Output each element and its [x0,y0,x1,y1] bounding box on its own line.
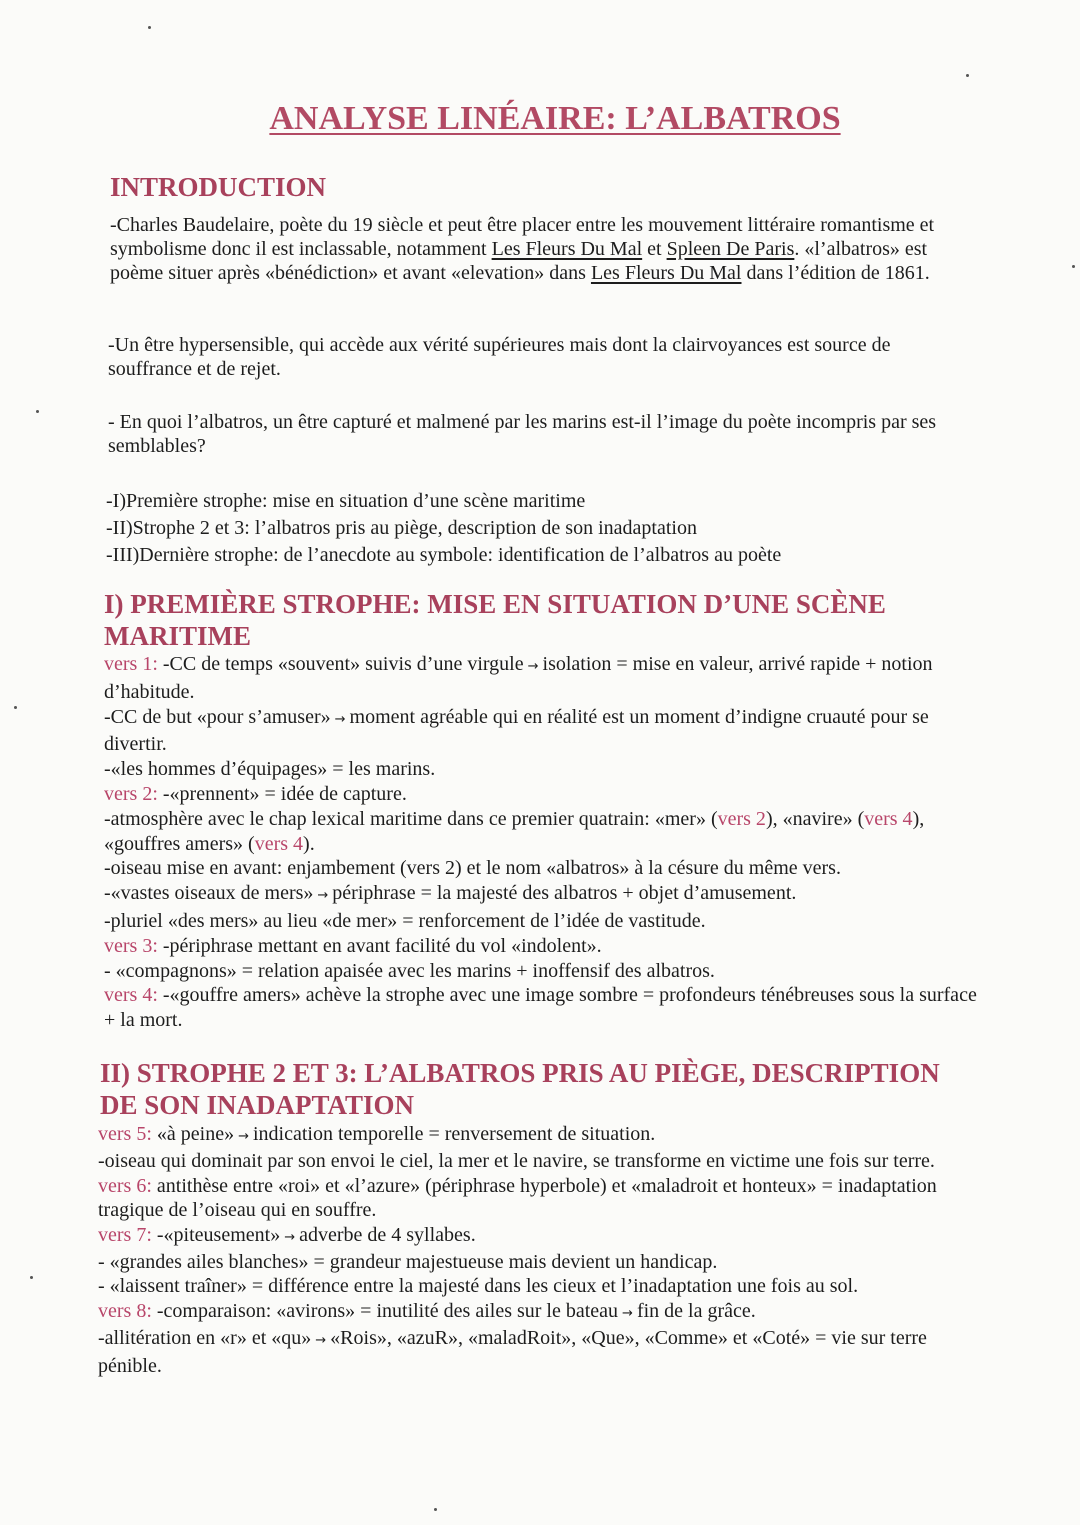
note-text: -«piteusement» [151,1223,281,1246]
scan-speck [14,706,17,709]
verse-label: vers 2 [717,807,766,830]
arrow-icon: → [334,711,346,727]
scan-speck [1072,265,1075,268]
verse-label: vers 1: [104,653,158,675]
note-text: ), «gouffres amers» ( [104,807,925,855]
plan-item: -III)Dernière strophe: de l’anecdote au symbole: identification de l’albatros au poète [106,544,782,566]
note-text: ), «navire» ( [765,807,865,830]
scan-speck [30,1276,33,1279]
verse-label: vers 7: [98,1223,152,1246]
note-text: périphrase = la majesté des albatros + objet d’amusement. [332,882,797,905]
note-text: «à peine» [151,1123,235,1145]
verse-label: vers 8: [98,1299,152,1322]
note-text: isolation = mise en valeur, arrivé rapide + notion d’habitude. [104,653,933,703]
note-text: -«gouffre amers» achève la strophe avec une image sombre = profondeurs ténébreuses sous la surface + la mort. [104,984,977,1032]
intro-text: dans l’édition de 1861. [741,262,930,284]
note-text: -atmosphère avec le chap lexical maritime dans ce premier quatrain: «mer» ( [104,807,718,830]
work-title: Les Fleurs Du Mal [590,262,742,284]
note-text: - «grandes ailes blanches» = grandeur majestueuse mais devient un handicap. [98,1251,718,1274]
note-text: -pluriel «des mers» au lieu «de mer» = renforcement de l’idée de vastitude. [104,909,706,932]
note-text: -oiseau qui dominait par son envoi le ciel, la mer et le navire, se transforme en victime une fois sur terre. [98,1150,935,1173]
note-text: -«vastes oiseaux de mers» [104,882,314,905]
note-text: ). [303,832,315,855]
verse-label: vers 3: [104,934,158,957]
intro-text: -Charles Baudelaire, poète du 19 siècle et peut être placer entre les mouvement littéraire romantisme et symbolisme donc il est inclassable, notamment [110,214,935,260]
note-text: fin de la grâce. [636,1299,756,1322]
note-text: - «laissent traîner» = différence entre la majesté dans les cieux et l’inadaptation une fois au sol. [98,1275,859,1298]
introduction-paragraph-1 [110,213,970,285]
scan-speck [148,26,151,29]
note-text: indication temporelle = renversement de situation. [252,1123,656,1145]
section-1-body [104,652,984,1033]
intro-text: -Un être hypersensible, qui accède aux vérité supérieures mais dont la clairvoyances est source de souffrance et de rejet. [108,334,891,380]
plan-item: -II)Strophe 2 et 3: l’albatros pris au piège, description de son inadaptation [106,517,697,539]
scan-speck [434,1508,437,1511]
note-text: -périphrase mettant en avant facilité du vol «indolent». [157,934,602,957]
intro-text: et [642,238,667,260]
arrow-icon: → [238,1129,249,1144]
note-text: -oiseau mise en avant: enjambement (vers 2) et le nom «albatros» à la césure du même vers. [104,857,841,880]
plan-list [106,488,976,569]
intro-text: . «l’albatros» est poème situer après «bénédiction» et avant «elevation» dans [110,238,928,284]
note-text: «Rois», «azuR», «maladRoit», «Que», «Comme» et «Coté» = vie sur terre pénible. [98,1327,927,1377]
section-2-body [98,1122,980,1378]
scan-speck [966,74,969,77]
section-2-heading: II) STROPHE 2 ET 3: L’ALBATROS PRIS AU PIÈGE, DESCRIPTION DE SON INADAPTATION [100,1058,940,1120]
note-text: antithèse entre «roi» et «l’azure» (périphrase hyperbole) et «maladroit et honteux» = inadaptation tragique de l’oiseau qui en souffre. [98,1174,937,1222]
scan-speck [36,410,39,413]
introduction-heading: INTRODUCTION [110,172,327,202]
note-text: -«les hommes d’équipages» = les marins. [104,758,436,781]
work-title: Spleen De Paris [666,238,795,260]
intro-question: - En quoi l’albatros, un être capturé et malmené par les marins est-il l’image du poète incompris par ses semblables? [108,411,937,457]
plan-item: -I)Première strophe: mise en situation d’une scène maritime [106,490,586,512]
section-1-heading: I) PREMIÈRE STROPHE: MISE EN SITUATION D’UNE SCÈNE MARITIME [104,589,886,651]
verse-label: vers 4 [254,832,304,855]
arrow-icon: → [284,1229,296,1245]
note-text: moment agréable qui en réalité est un moment d’indigne cruauté pour se divertir. [104,705,929,756]
note-text: -«prennent» = idée de capture. [157,782,407,805]
work-title: Les Fleurs Du Mal [491,238,643,260]
note-text: -allitération en «r» et «qu» [98,1327,312,1350]
note-text: -CC de but «pour s’amuser» [104,705,331,728]
arrow-icon: → [527,659,539,674]
arrow-icon: → [317,888,329,904]
note-text: -CC de temps «souvent» suivis d’une virgule [157,653,524,675]
verse-label: vers 4: [104,984,158,1007]
page-title [0,100,1080,138]
arrow-icon: → [622,1305,633,1321]
note-text: adverbe de 4 syllabes. [299,1223,476,1246]
note-text: -comparaison: «avirons» = inutilité des ailes sur le bateau [151,1299,619,1322]
verse-label: vers 6: [98,1174,152,1197]
problematique [108,410,993,458]
arrow-icon: → [315,1333,327,1349]
introduction-paragraph-2 [108,333,978,381]
page-title-text: ANALYSE LINÉAIRE: L’ALBATROS [269,100,841,137]
verse-label: vers 5: [98,1123,152,1145]
note-text: - «compagnons» = relation apaisée avec les marins + inoffensif des albatros. [104,959,715,982]
verse-label: vers 2: [104,782,158,805]
verse-label: vers 4 [864,807,913,830]
